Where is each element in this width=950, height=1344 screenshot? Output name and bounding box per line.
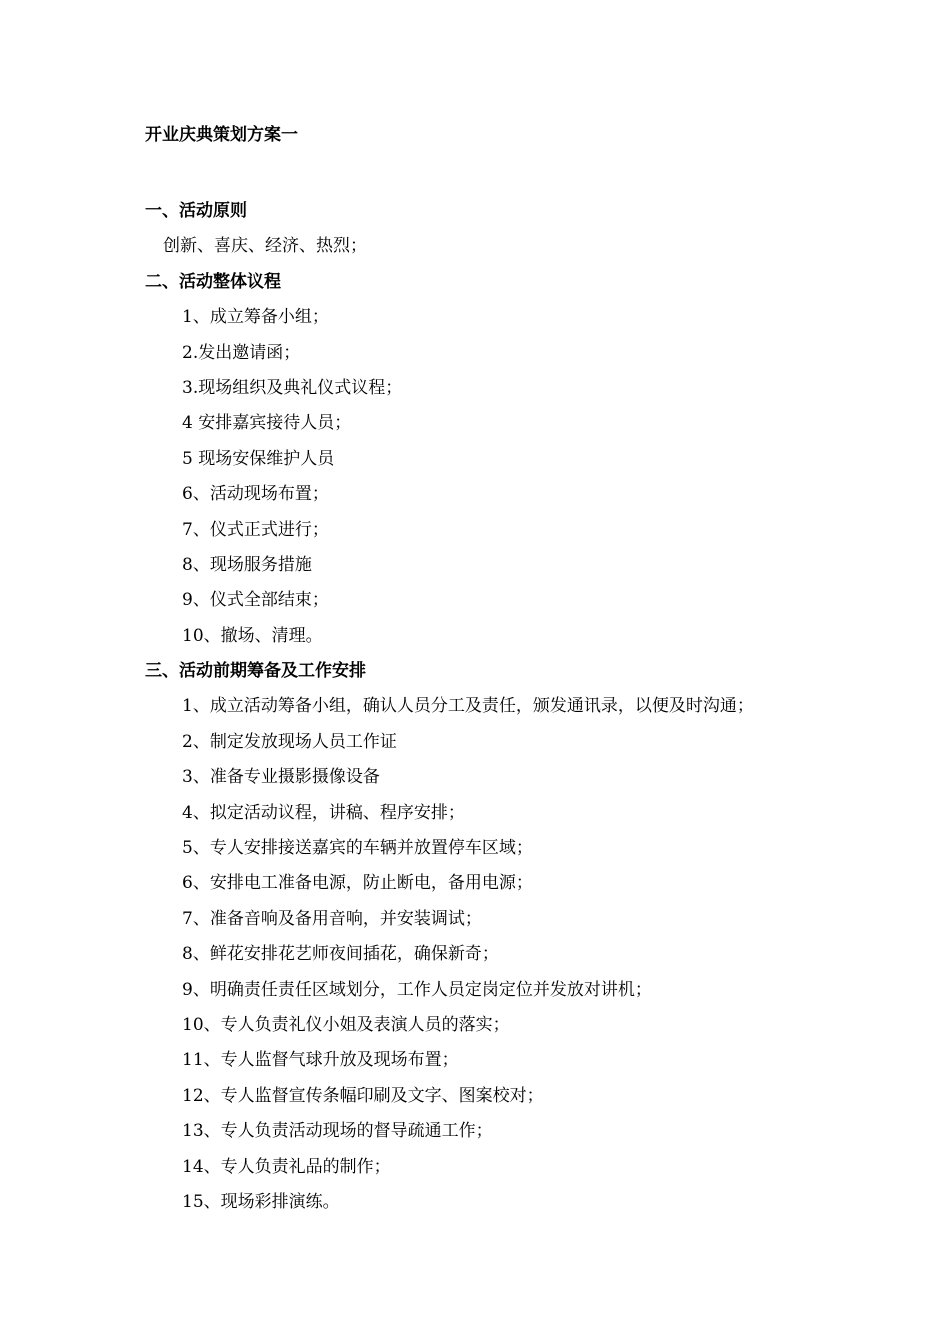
list-item: 4 安排嘉宾接待人员； xyxy=(182,413,352,434)
list-item: 12、专人监督宣传条幅印刷及文字、图案校对； xyxy=(182,1085,544,1106)
list-item: 9、仪式全部结束； xyxy=(182,590,329,611)
section-heading-preparation: 三、活动前期筹备及工作安排 xyxy=(145,661,366,682)
section-body-principles: 创新、喜庆、经济、热烈； xyxy=(163,236,367,257)
list-item: 4、拟定活动议程，讲稿、程序安排； xyxy=(182,802,465,823)
list-item: 13、专人负责活动现场的督导疏通工作； xyxy=(182,1121,493,1142)
list-item: 1、成立活动筹备小组，确认人员分工及责任，颁发通讯录，以便及时沟通； xyxy=(182,696,754,717)
list-item: 1、成立筹备小组； xyxy=(182,307,329,328)
document-body xyxy=(145,194,835,1220)
list-item: 3.现场组织及典礼仪式议程； xyxy=(182,377,403,398)
list-item: 2、制定发放现场人员工作证 xyxy=(182,731,397,752)
section-heading-principles: 一、活动原则 xyxy=(145,201,247,221)
list-item: 6、活动现场布置； xyxy=(182,484,329,505)
list-item: 10、撤场、清理。 xyxy=(182,625,323,646)
list-item: 6、安排电工准备电源，防止断电，备用电源； xyxy=(182,873,533,894)
list-item: 10、专人负责礼仪小姐及表演人员的落实； xyxy=(182,1014,510,1035)
list-item: 7、仪式正式进行； xyxy=(182,519,329,540)
list-item: 2.发出邀请函； xyxy=(182,342,301,363)
list-item: 7、准备音响及备用音响，并安装调试； xyxy=(182,908,482,929)
document-title: 开业庆典策划方案一 xyxy=(145,125,298,145)
list-item: 15、现场彩排演练。 xyxy=(182,1191,340,1212)
list-item: 14、专人负责礼品的制作； xyxy=(182,1156,391,1177)
list-item: 11、专人监督气球升放及现场布置； xyxy=(182,1050,459,1071)
section-heading-agenda: 二、活动整体议程 xyxy=(145,271,281,292)
list-item: 8、现场服务措施 xyxy=(182,554,312,575)
list-item: 5 现场安保维护人员 xyxy=(182,448,335,469)
list-item: 3、准备专业摄影摄像设备 xyxy=(182,767,380,788)
list-item: 9、明确责任责任区域划分，工作人员定岗定位并发放对讲机； xyxy=(182,979,652,1000)
list-item: 5、专人安排接送嘉宾的车辆并放置停车区域； xyxy=(182,838,533,859)
list-item: 8、鲜花安排花艺师夜间插花，确保新奇； xyxy=(182,944,499,965)
